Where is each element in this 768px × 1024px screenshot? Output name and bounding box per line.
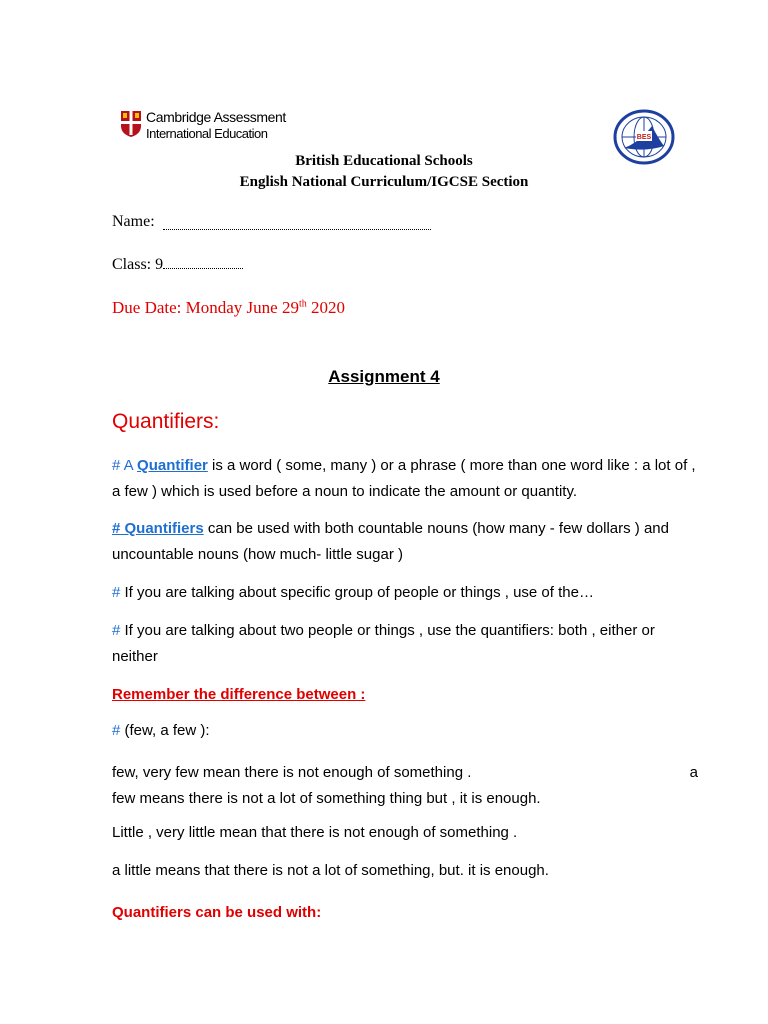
bullet-hash: #: [112, 722, 121, 739]
class-row: [112, 256, 243, 274]
few-line1-end: a: [689, 764, 698, 781]
assignment-title: Assignment 4: [328, 367, 440, 386]
few-heading-text: (few, a few ):: [120, 722, 210, 739]
definition-text: is a word ( some, many ) or a phrase ( more than one word like : a lot of , a few ) which is used before a noun to indicate the amount or quantity.: [112, 457, 696, 500]
bullet-hash: # A: [112, 457, 138, 474]
a-little-paragraph: a little means that there is not a lot of something, but. it is enough.: [112, 862, 549, 879]
cambridge-logo-line1: Cambridge Assessment: [146, 109, 286, 125]
two-people-text: If you are talking about two people or things , use the quantifiers: both , either or neither: [112, 622, 655, 665]
name-field[interactable]: [163, 229, 431, 230]
bullet-hash: #: [112, 622, 121, 639]
few-paragraph: [112, 760, 704, 811]
specific-group-paragraph: [112, 580, 704, 606]
due-date-sup: th: [298, 298, 307, 310]
quantifier-link[interactable]: Quantifier: [137, 457, 208, 474]
two-people-paragraph: [112, 618, 704, 669]
few-line1: few, very few mean there is not enough of something .: [112, 764, 472, 781]
specific-group-text: If you are talking about specific group of people or things , use of the…: [120, 584, 594, 601]
usage-text: can be used with both countable nouns (how many - few dollars ) and uncountable nouns (how much- little sugar ): [112, 520, 669, 563]
quantifiers-link[interactable]: # Quantifiers: [112, 520, 204, 537]
due-date: [112, 298, 345, 318]
definition-paragraph: [112, 453, 704, 504]
due-date-prefix: Due Date: Monday June 29: [112, 298, 299, 317]
class-label: Class: 9: [112, 256, 164, 273]
bullet-hash: #: [112, 584, 121, 601]
bes-logo-text: BES: [636, 134, 652, 141]
used-with-heading: Quantifiers can be used with:: [112, 904, 322, 921]
class-field[interactable]: [163, 256, 243, 269]
due-date-suffix: 2020: [306, 298, 345, 317]
cambridge-shield-icon: [120, 110, 142, 138]
cambridge-logo-line2: International Education: [146, 126, 268, 141]
topic-title-text: Quantifiers: [112, 410, 214, 433]
topic-title-colon: :: [213, 410, 220, 433]
cambridge-assessment-logo: [116, 92, 286, 154]
usage-paragraph: [112, 516, 704, 567]
remember-heading: Remember the difference between :: [112, 686, 366, 703]
little-paragraph: Little , very little mean that there is not enough of something .: [112, 824, 518, 841]
few-heading: [112, 722, 210, 739]
topic-title: [112, 410, 219, 434]
name-label: Name:: [112, 213, 155, 230]
school-name: British Educational Schools: [295, 153, 473, 169]
few-line2: few means there is not a lot of something thing but , it is enough.: [112, 789, 541, 807]
section-name: English National Curriculum/IGCSE Section: [239, 174, 529, 190]
